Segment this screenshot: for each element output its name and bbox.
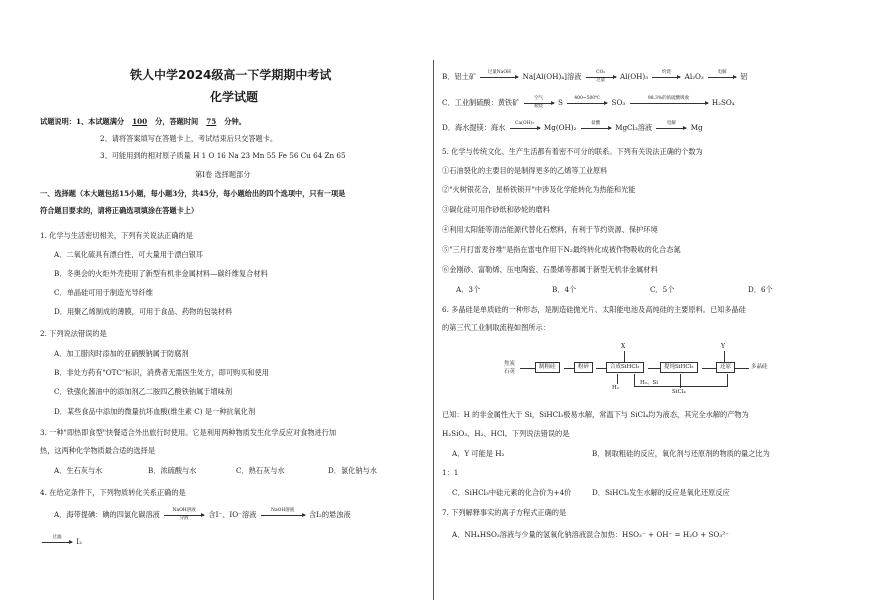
q4b-start: B．铝土矿 [442,72,477,81]
q4b-mid-3: Al₂O₃ [684,72,704,81]
q4b-arrow-3 [652,69,680,78]
flow-line [634,374,635,386]
q4-stem: 4. 在给定条件下，下列物质转化关系正确的是 [40,488,186,497]
flow-box-reduce: 还原 [716,362,735,373]
flow-line [735,368,749,369]
q4-option-a-cont [40,534,83,546]
flow-box-synthesis: 合成SiHCl₃ [606,362,644,373]
q5-stem: 5. 化学与传统文化、生产生活都有着密不可分的联系。下列有关说法正确的个数为 [442,147,703,156]
q1-stem: 1. 化学与生活密切相关，下列有关说法正确的是 [40,231,193,240]
flow-label-sicl4: SiCl₄ [672,389,686,395]
q4a-arrow-1 [164,507,204,521]
flow-box-crush: 粉碎 [574,362,593,373]
q4c-arrow-2 [567,95,607,104]
q5-item-5: ⑤"三月打雷麦谷堆"是指在雷电作用下N₂最终转化成被作物吸收的化合态氮 [442,245,681,254]
flow-line [727,374,728,386]
q3-stem-2: 热，这两种化学物质最合适的选择是 [40,446,156,455]
instruction-line-2: 2、请将答案填写在答题卡上，考试结束后只交答题卡。 [100,134,278,143]
q4d-arrow-1 [510,120,540,129]
q4b-mid-1: Na[Al(OH)₄]溶液 [522,72,582,81]
column-divider [433,60,434,600]
q6-option-d: D．SiHCl₃发生水解的反应是氧化还原反应 [592,488,730,497]
q4a-arrow-1-top: NaOH溶液 [172,507,196,513]
q3-option-b: B．浓硫酸与水 [148,466,197,475]
q4a-arrow-2-top: NaOH溶液 [271,507,295,513]
q4b-mid-2: Al(OH)₃ [619,72,649,81]
q5-item-3: ③碳化硅可用作砂纸和砂轮的磨料 [442,205,550,214]
score-value: 100 [132,117,148,126]
q4c-arrow-1-bottom: 煅烧 [534,103,544,109]
q4d-arrow-2-top: 盐酸 [591,120,601,126]
flow-box-purify: 提纯SiHCl₃ [660,362,698,373]
note1-pre: 试题说明：1、本试题满分 [40,117,125,126]
q4d-start: D．海水提镁：海水 [442,123,506,132]
q6-info-2: H₂SiO₃、H₂、HCl。下列说法错误的是 [442,429,570,438]
q2-stem: 2. 下列说法错误的是 [40,329,107,338]
q3-option-d: D．氯化钠与水 [328,466,377,475]
q3-stem-1: 3. 一种"即热即食型"快餐适合外出旅行时使用。它是利用两种物质发生化学反应对食物进行加 [40,428,337,437]
q3-option-a: A．生石灰与水 [54,466,103,475]
q4-option-a [54,507,351,521]
flow-line [520,368,535,369]
note1-mid: 分，答题时间 [155,117,199,126]
flow-output: 多晶硅 [751,364,768,370]
q4d-arrow-1-top: Ca(OH)₂ [515,120,535,126]
q4c-arrow-2-top: 400~500℃ [574,95,601,101]
q4c-mid-1: S [557,98,563,107]
exam-title: 铁人中学2024级高一下学期期中考试 [130,68,332,82]
q1-option-b: B．冬奥会的火炬外壳使用了新型有机非金属材料—碳纤维复合材料 [54,269,268,278]
q4c-end: H₂SO₄ [711,98,735,107]
q4b-arrow-3-top: 灼烧 [661,69,671,75]
flow-line [702,368,716,369]
q4a-arrow-2 [261,507,305,516]
q5-item-6: ⑥金刚砂、富勒烯、压电陶瓷、石墨烯等都属于新型无机非金属材料 [442,265,658,274]
flow-label-recycle: H₂、Si [640,380,659,386]
q1-option-a: A．二氧化硫具有漂白性，可大量用于漂白银耳 [54,250,203,259]
q4c-arrow-1 [524,95,554,109]
q4-option-c [442,95,735,109]
flow-line [724,351,725,362]
q4b-arrow-2-bottom: 过量 [596,77,606,83]
q5-option-b: B．4个 [552,285,577,294]
q5-option-d: D．6个 [748,285,773,294]
section-instruction-1: 一、选择题（本大题包括15小题，每小题3分，共45分，每小题给出的四个选项中，只有一项是 [40,189,346,198]
flow-input-coke: 焦炭 [504,361,516,367]
q2-option-a: A．加工腊肉时添加的亚硝酸钠属于防腐剂 [54,349,189,358]
q4b-arrow-2-top: CO₂ [596,69,606,75]
instruction-line-1 [40,117,246,126]
q4a-start: A．海带提碘：碘的四氯化碳溶液 [54,510,160,519]
q5-option-a: A．3个 [456,285,481,294]
q4b-arrow-4 [708,69,736,78]
q4c-arrow-3 [630,95,708,104]
q5-item-4: ④利用太阳能等清洁能源代替化石燃料，有利于节约资源、保护环境 [442,225,658,234]
q3-option-c: C．熟石灰与水 [236,466,285,475]
q4d-arrow-3 [656,120,686,129]
q5-item-2: ②"火树银花合，星桥铁锁开"中涉及化学能转化为热能和光能 [442,185,636,194]
q6-flow-diagram [442,340,847,402]
part-heading: 第Ⅰ卷 选择题部分 [195,170,251,179]
q4d-arrow-3-top: 电解 [666,120,676,126]
flow-line [648,368,660,369]
time-value: 75 [206,117,217,126]
q4a-end: I₂ [76,537,83,546]
q6-stem-2: 的第三代工业制取流程如图所示： [442,323,550,332]
q6-info-1: 已知：H 的非金属性大于 Si，SiHCl₃极易水解，常温下与 SiCl₄均为液态，其完全水解的产物为 [442,410,749,419]
q4c-mid-2: SO₃ [611,98,626,107]
flow-label-y: Y [721,343,725,350]
flow-label-h2: H₂ [612,385,620,391]
q5-item-1: ①石油裂化的主要目的是制得更多的乙烯等工业原料 [442,166,608,175]
instruction-line-3: 3、可能用到的相对原子质量 H 1 O 16 Na 23 Mn 55 Fe 56 Cu 64 Zn 65 [100,151,346,160]
q4b-arrow-1 [480,69,518,78]
q4a-arrow-3-top: 过滤 [52,534,62,540]
q4b-arrow-2 [586,69,616,83]
q2-option-b: B．非处方药有"OTC"标识，消费者无需医生处方，即可购买和使用 [54,368,269,377]
q4d-mid-1: Mg(OH)₂ [543,123,577,132]
q6-option-a: A．Y 可能是 H₂ [452,449,505,458]
flow-line [617,374,618,384]
q4c-start: C．工业制硫酸：黄铁矿 [442,98,520,107]
flow-line [680,374,681,388]
note1-post: 分钟。 [224,117,246,126]
exam-subtitle: 化学试题 [210,90,259,104]
section-instruction-2: 符合题目要求的，请将正确选项填涂在答题卡上） [40,206,199,215]
flow-line [596,368,606,369]
q2-option-d: D．某些食品中添加的微量抗坏血酸(维生素 C) 是一种抗氧化剂 [54,407,256,416]
q1-option-d: D．用聚乙烯制成的薄膜，可用于食品、药物的包装材料 [54,307,233,316]
q4-option-d [442,120,703,132]
q4a-arrow-1-bottom: 分液 [179,515,189,521]
q4d-end: Mg [690,123,703,132]
q4d-mid-2: MgCl₂溶液 [615,123,653,132]
flow-input-quartz: 石英 [504,369,516,375]
q4a-middle: 含I⁻、IO⁻溶液 [208,510,257,519]
q7-stem: 7. 下列解释事实的离子方程式正确的是 [442,508,567,517]
q4b-arrow-4-top: 电解 [717,69,727,75]
q4d-arrow-2 [581,120,611,129]
q2-option-c: C．铁强化酱油中的添加剂乙二胺四乙酸铁钠属于增味剂 [54,387,233,396]
q4b-end: 铝 [740,72,748,81]
q5-option-c: C．5个 [650,285,675,294]
flow-line [624,351,625,362]
flow-line [564,368,574,369]
flow-box-crude-si: 制粗硅 [535,362,560,373]
q6-stem-1: 6. 多晶硅是单质硅的一种形态，是制造硅抛光片、太阳能电池及高纯硅的主要原料。已知多晶硅 [442,305,746,314]
q4c-arrow-3-top: 98.3%的浓硫酸吸收 [647,95,690,101]
q4a-arrow-3 [42,534,72,543]
q7-option-a: A．NH₄HSO₃溶液与少量的氢氧化钠溶液混合加热：HSO₃⁻ + OH⁻ = H₂O + SO₃²⁻ [452,530,729,539]
q4b-arrow-1-top: 过量NaOH [487,69,511,75]
q4-option-b [442,69,748,83]
q4a-product: 含I₂的悬浊液 [308,510,351,519]
q4c-arrow-1-top: 空气 [534,95,544,101]
q6-option-b: B．制取粗硅的反应，氧化剂与还原剂的物质的量之比为 [592,449,770,458]
flow-label-x: X [621,343,626,350]
q6-option-c: C．SiHCl₃中硅元素的化合价为+4价 [452,488,572,497]
q1-option-c: C．单晶硅可用于制造光导纤维 [54,288,153,297]
q6-option-b-cont: 1：1 [442,468,459,477]
